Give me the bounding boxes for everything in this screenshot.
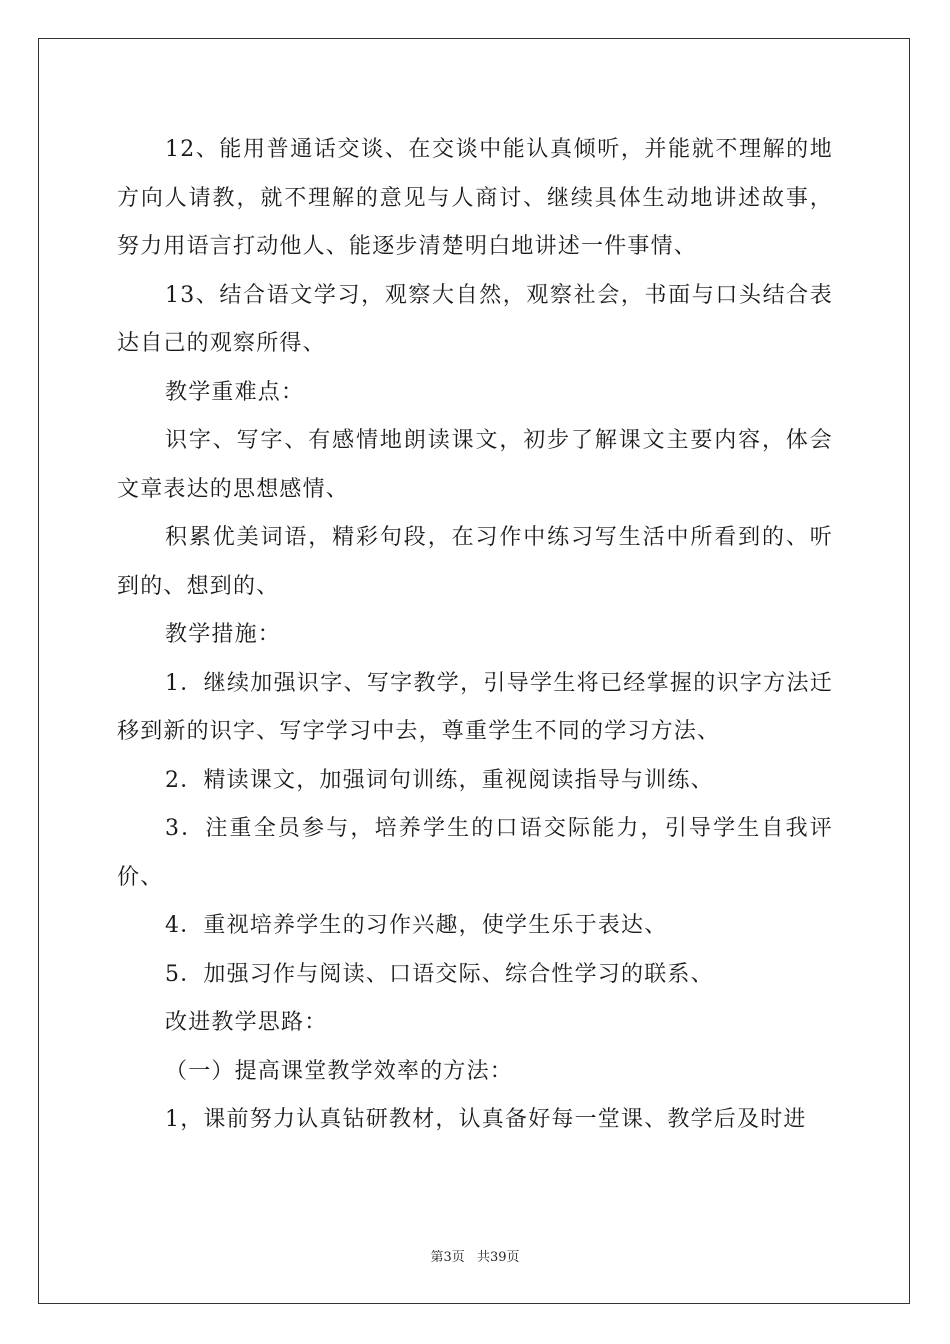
document-body bbox=[117, 126, 833, 1145]
paragraph: 1，课前努力认真钻研教材，认真备好每一堂课、教学后及时进 bbox=[165, 1107, 807, 1132]
paragraph: 12、能用普通话交谈、在交谈中能认真倾听，并能就不理解的地方向人请教，就不理解的意见与人商讨、继续具体生动地讲述故事，努力用语言打动他人、能逐步清楚明白地讲述一件事情、 bbox=[117, 137, 833, 259]
list-item: 5．加强习作与阅读、口语交际、综合性学习的联系、 bbox=[165, 961, 714, 987]
list-item: 1．继续加强识字、写字教学，引导学生将已经掌握的识字方法迁移到新的识字、写字学习中去，尊重学生不同的学习方法、 bbox=[117, 670, 833, 744]
section-heading: 改进教学思路： bbox=[165, 1010, 328, 1035]
paragraph: 积累优美词语，精彩句段，在习作中练习写生活中所看到的、听到的、想到的、 bbox=[117, 525, 833, 599]
list-item: 3．注重全员参与，培养学生的口语交际能力，引导学生自我评价、 bbox=[117, 816, 833, 890]
page-total: 共39页 bbox=[476, 1250, 520, 1265]
list-item: 2．精读课文，加强词句训练，重视阅读指导与训练、 bbox=[165, 767, 714, 793]
paragraph: 识字、写字、有感情地朗读课文，初步了解课文主要内容，体会文章表达的思想感情、 bbox=[117, 428, 833, 502]
paragraph: 13、结合语文学习，观察大自然，观察社会，书面与口头结合表达自己的观察所得、 bbox=[117, 282, 833, 356]
page-number: 第3页 bbox=[430, 1250, 465, 1265]
section-heading: 教学措施： bbox=[165, 622, 282, 647]
page-footer bbox=[0, 1246, 950, 1265]
subsection-heading: （一）提高课堂教学效率的方法： bbox=[165, 1058, 514, 1084]
list-item: 4．重视培养学生的习作兴趣，使学生乐于表达、 bbox=[165, 913, 668, 938]
section-heading: 教学重难点： bbox=[165, 379, 305, 405]
